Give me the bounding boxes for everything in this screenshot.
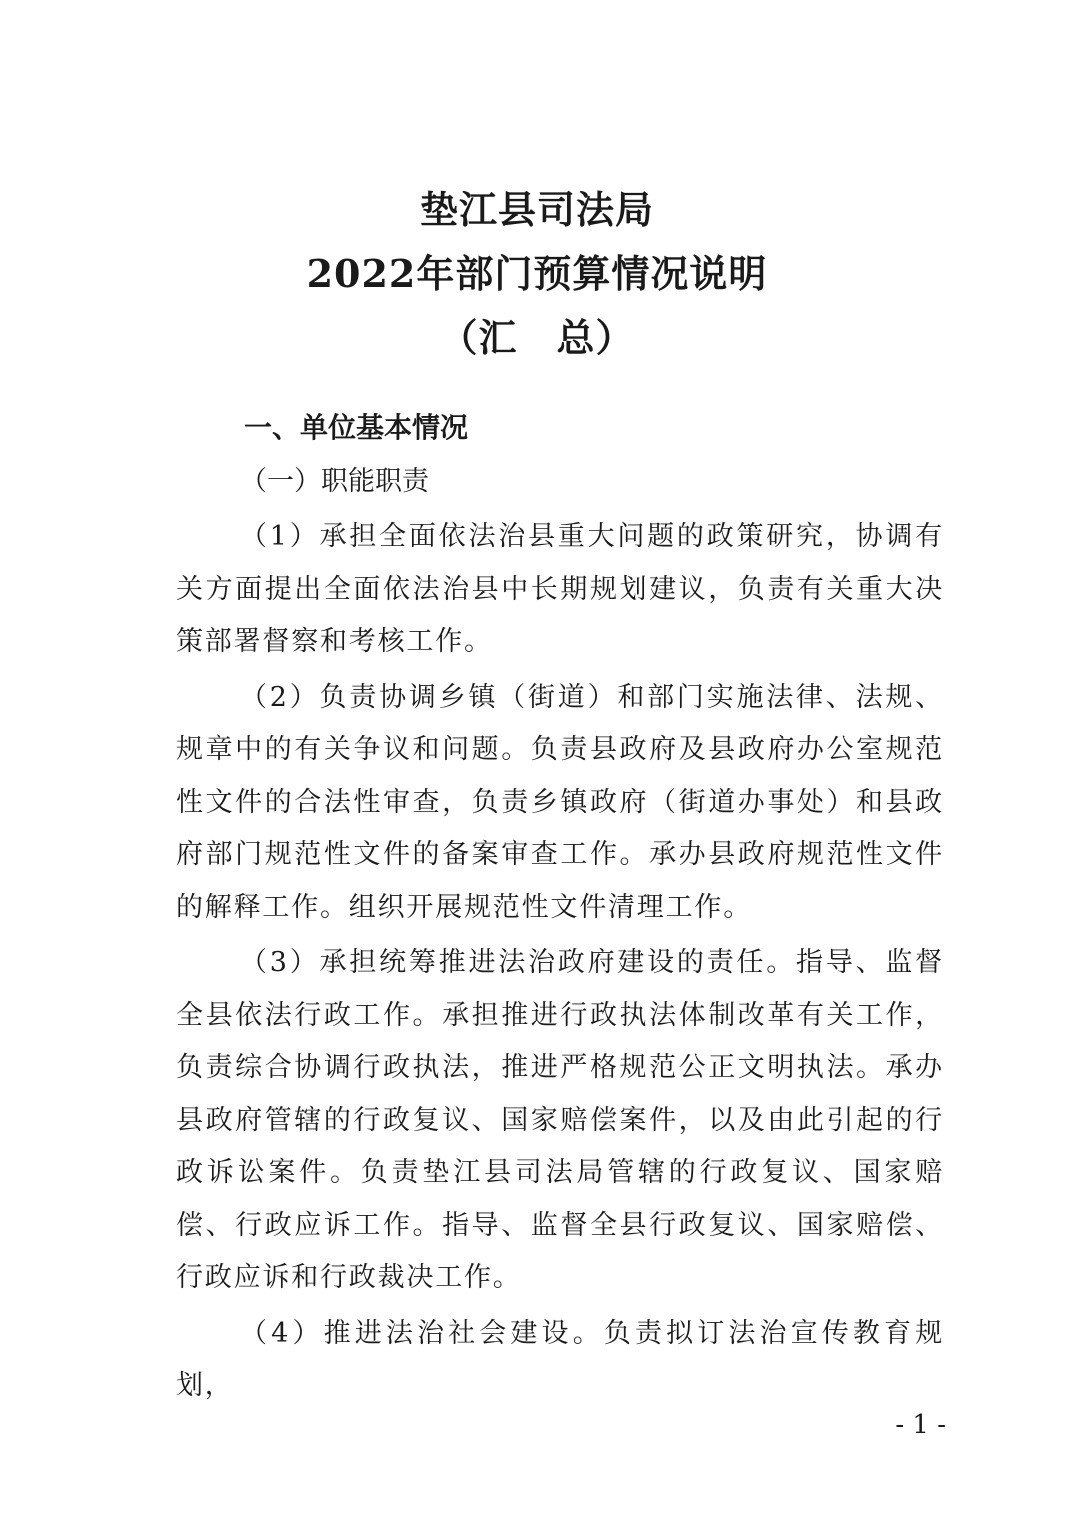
subsection-heading: （一）职能职责: [240, 466, 429, 497]
title-report-name: 2022年部门预算情况说明: [306, 251, 768, 296]
title-organization: 垫江县司法局: [419, 187, 654, 232]
paragraph-duty-3: （3）承担统筹推进法治政府建设的责任。指导、监督全县依法行政工作。承担推进行政执法体制改革有关工作，负责综合协调行政执法，推进严格规范公正文明执法。承办县政府管辖的行政复议、国家赔偿案件，以及由此引起的行政诉讼案件。负责垫江县司法局管辖的行政复议、国家赔偿、行政应诉工作。指导、监督全县行政复议、国家赔偿、行政应诉和行政裁决工作。: [176, 947, 944, 1293]
section-heading: 一、单位基本情况: [244, 411, 469, 444]
page-number: - 1 -: [895, 1410, 946, 1440]
paragraph-duty-1: （1）承担全面依法治县重大问题的政策研究，协调有关方面提出全面依法治县中长期规划建议，负责有关重大决策部署督察和考核工作。: [176, 521, 944, 657]
paragraph-duty-2: （2）负责协调乡镇（街道）和部门实施法律、法规、规章中的有关争议和问题。负责县政府及县政府办公室规范性文件的合法性审查，负责乡镇政府（街道办事处）和县政府部门规范性文件的备案审查工作。承办县政府规范性文件的解释工作。组织开展规范性文件清理工作。: [176, 681, 944, 923]
document-body: [176, 402, 944, 1416]
document-title: [0, 178, 1074, 370]
title-summary-note: （汇 总）: [439, 315, 635, 360]
paragraph-duty-4: （4）推进法治社会建设。负责拟订法治宣传教育规划，: [176, 1317, 944, 1401]
